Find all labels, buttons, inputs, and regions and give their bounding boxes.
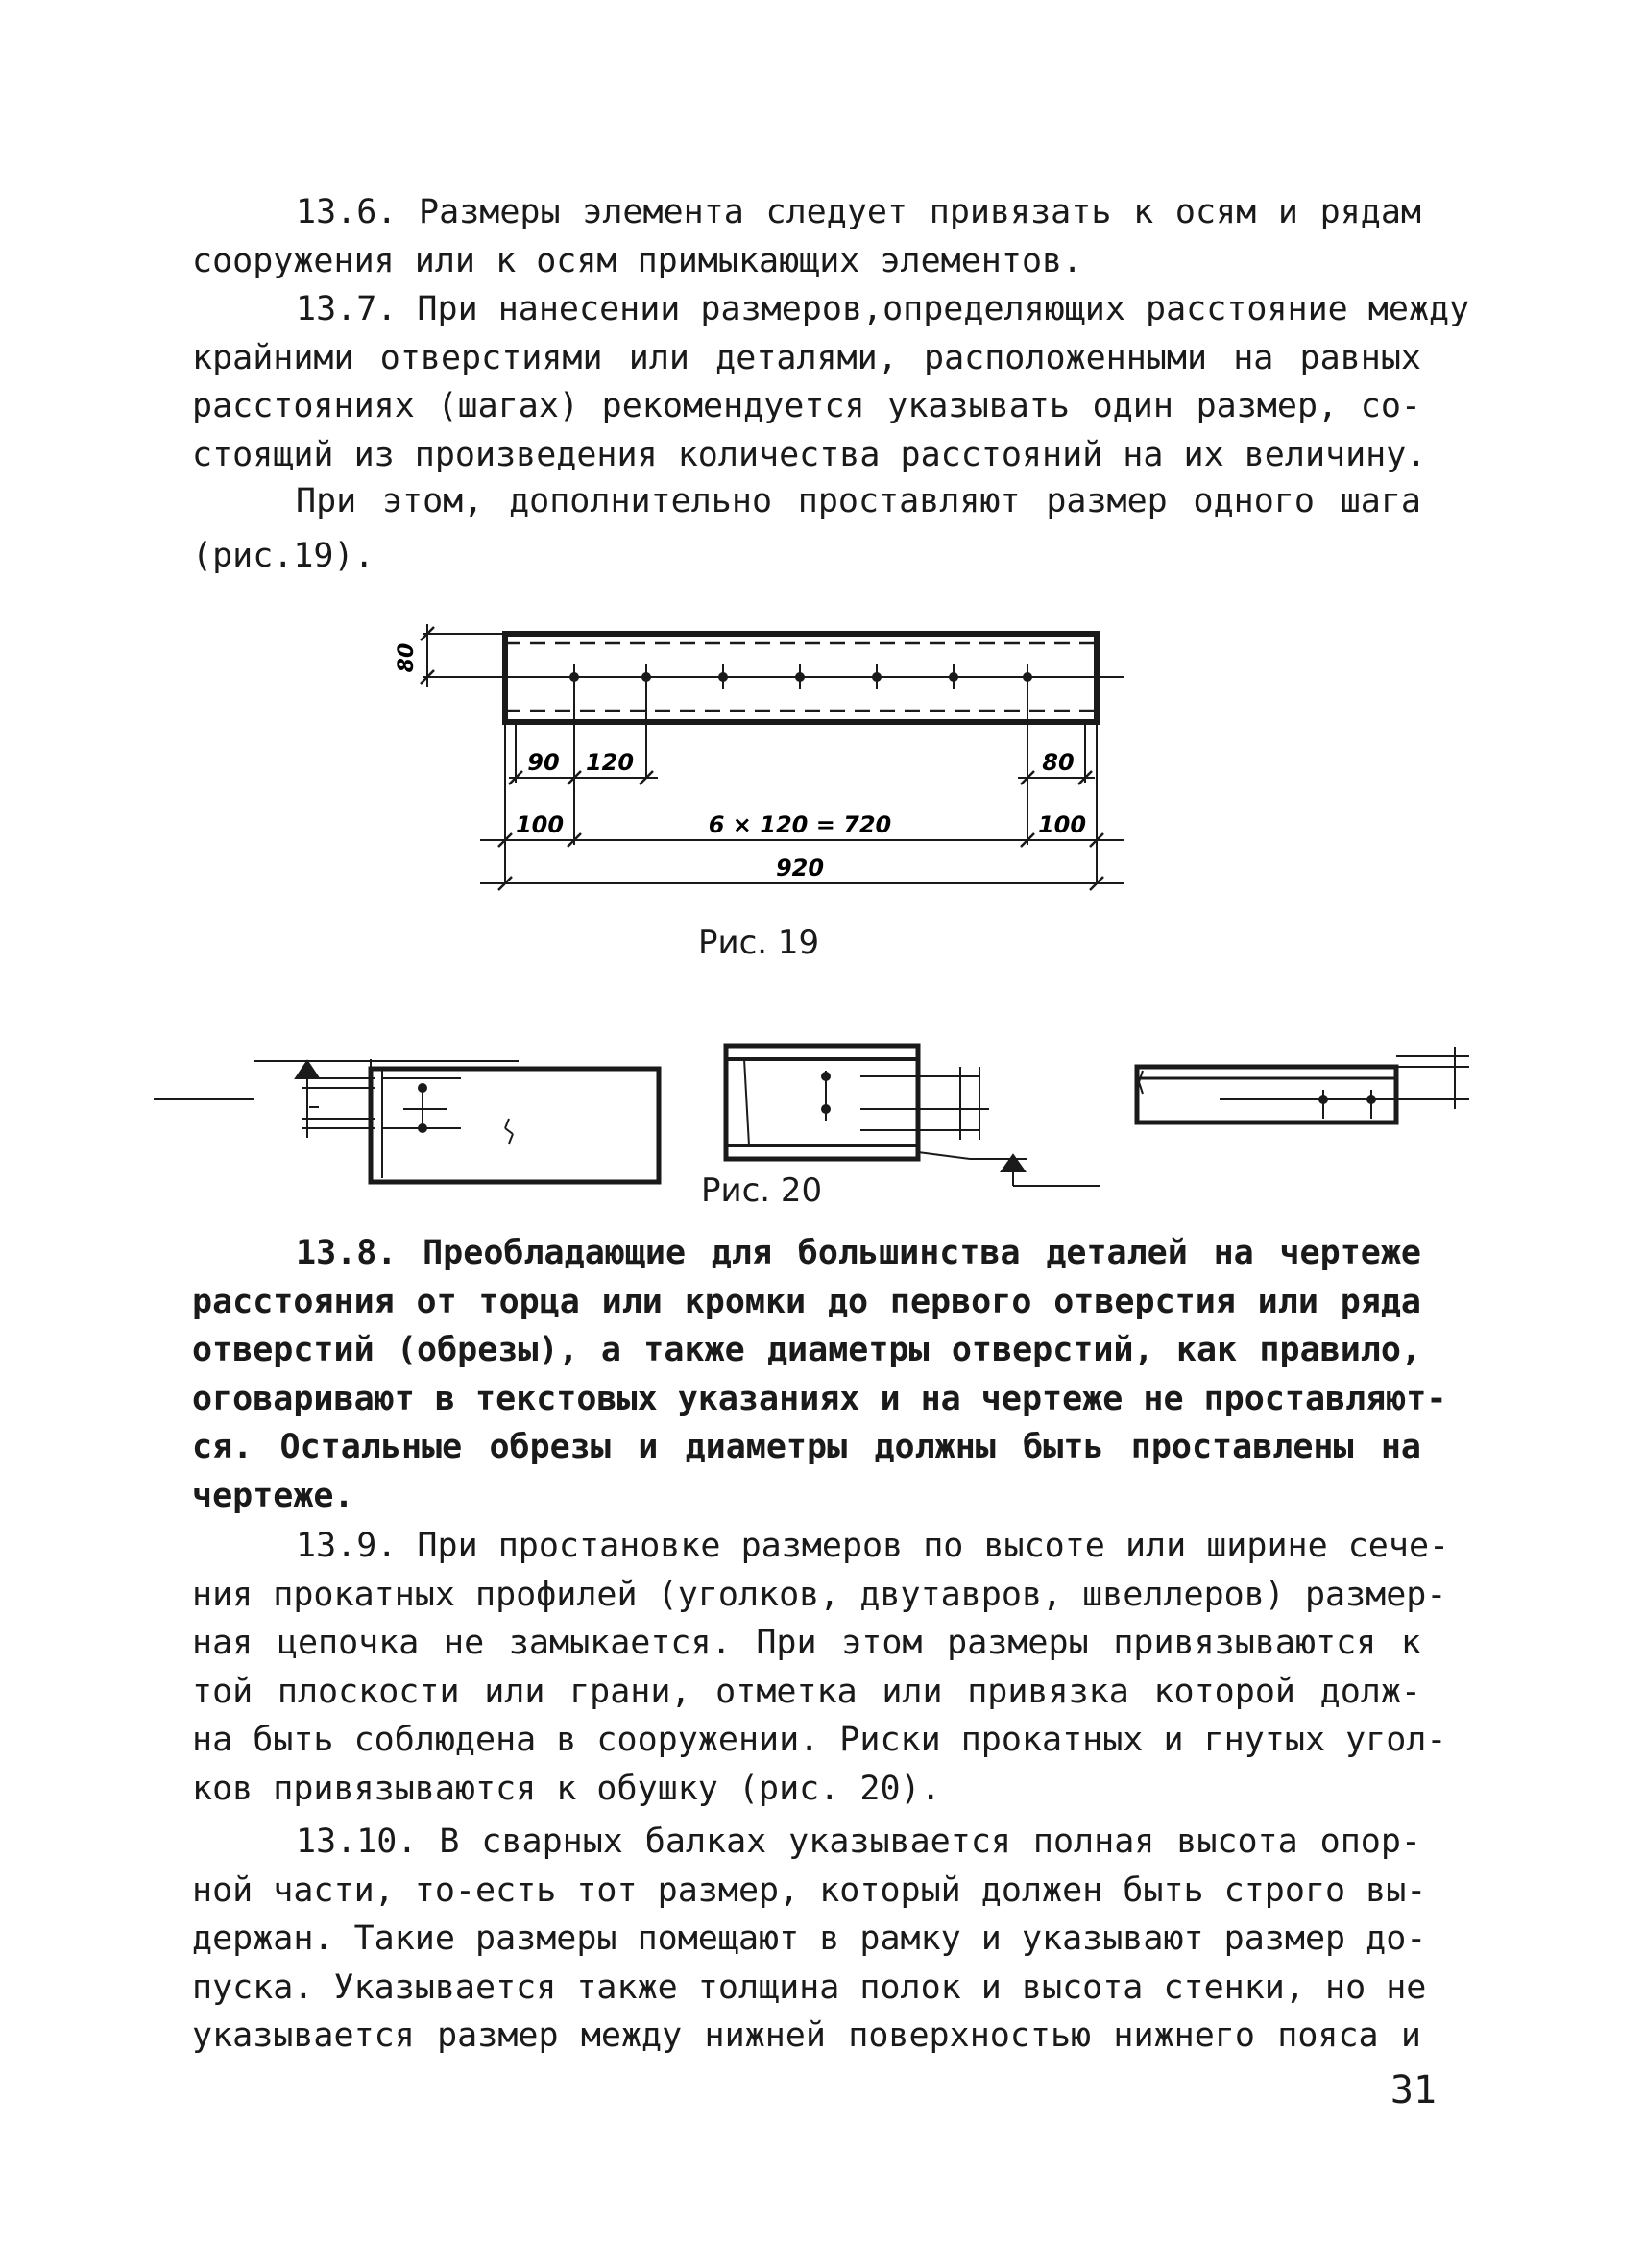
- paragraph-line: ков привязываются к обушку (рис. 20).: [192, 1769, 941, 1808]
- paragraph-13-7-continued: [192, 477, 1421, 580]
- paragraph-13-8: [192, 1229, 1447, 1520]
- paragraph-line: сооружения или к осям примыкающих элементов.: [192, 241, 1083, 280]
- paragraph-line: крайними отверстиями или деталями, расположенными на равных: [192, 338, 1421, 377]
- paragraph-line: той плоскости или грани, отметка или привязка которой долж-: [192, 1672, 1421, 1711]
- dim-height-label: 80: [395, 642, 419, 673]
- dim-chain-label: 6 × 120 = 720: [708, 811, 892, 838]
- dim-total-label: 920: [775, 855, 825, 881]
- figure-19-caption: Рис. 19: [698, 924, 820, 962]
- dim-step-label: 120: [585, 749, 635, 776]
- paragraph-line: ной части, то-есть тот размер, который должен быть строго вы-: [192, 1870, 1427, 1910]
- paragraph-line: 13.8. Преобладающие для большинства деталей на чертеже: [296, 1234, 1421, 1272]
- paragraph-line: 13.9. При простановке размеров по высоте или ширине сече-: [296, 1527, 1450, 1565]
- paragraph-line: расстояниях (шагах) рекомендуется указывать один размер, со-: [192, 387, 1421, 425]
- figure-20-caption: Рис. 20: [701, 1171, 823, 1210]
- paragraph-line: на быть соблюдена в сооружении. Риски прокатных и гнутых угол-: [192, 1721, 1447, 1759]
- paragraph-line: чертеже.: [192, 1476, 354, 1515]
- paragraph-line: (рис.19).: [192, 536, 375, 575]
- paragraph-line: отверстий (обрезы), а также диаметры отверстий, как правило,: [192, 1331, 1421, 1369]
- dim-right-gap-label: 80: [1042, 749, 1075, 776]
- paragraph-line: ся. Остальные обрезы и диаметры должны быть проставлены на: [192, 1428, 1421, 1466]
- paragraph-line: указывается размер между нижней поверхностью нижнего пояса и: [192, 2016, 1421, 2055]
- paragraph-13-7: [192, 285, 1470, 479]
- dim-left-gap-label: 90: [527, 749, 560, 776]
- paragraph-line: держан. Такие размеры помещают в рамку и указывают размер до-: [192, 1919, 1427, 1958]
- paragraph-line: 13.7. При нанесении размеров,определяющих расстояние между: [296, 290, 1470, 328]
- paragraph-13-9: [192, 1522, 1450, 1813]
- paragraph-line: ния прокатных профилей (уголков, двутавров, швеллеров) размер-: [192, 1575, 1447, 1614]
- paragraph-line: расстояния от торца или кромки до первого отверстия или ряда: [192, 1282, 1421, 1321]
- paragraph-line: При этом, дополнительно проставляют размер одного шага: [296, 482, 1421, 520]
- paragraph-line: 13.6. Размеры элемента следует привязать к осям и рядам: [296, 193, 1421, 231]
- paragraph-line: ная цепочка не замыкается. При этом размеры привязываются к: [192, 1624, 1421, 1662]
- paragraph-line: 13.10. В сварных балках указывается полная высота опор-: [296, 1822, 1421, 1861]
- paragraph-13-6: [192, 188, 1421, 285]
- paragraph-line: пуска. Указывается также толщина полок и высота стенки, но не: [192, 1967, 1427, 2007]
- dim-left-edge-label: 100: [515, 811, 565, 838]
- page-number: 31: [1390, 2068, 1437, 2112]
- paragraph-line: стоящий из произведения количества расстояний на их величину.: [192, 435, 1427, 474]
- paragraph-13-10: [192, 1818, 1427, 2061]
- dim-right-edge-label: 100: [1037, 811, 1087, 838]
- figure-19-drawing: [384, 615, 1152, 922]
- paragraph-line: оговаривают в текстовых указаниях и на чертеже не проставляют-: [192, 1379, 1447, 1418]
